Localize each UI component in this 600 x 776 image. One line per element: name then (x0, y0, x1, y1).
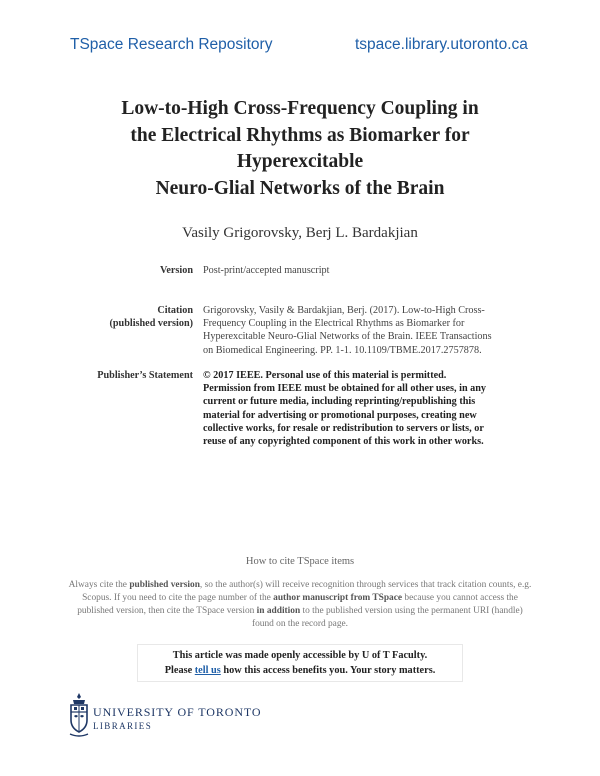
citation-line: on Biomedical Engineering. PP. 1-1. 10.1109/TBME.2017.2757878. (203, 344, 482, 356)
title-line: Low-to-High Cross-Frequency Coupling in (121, 98, 479, 119)
open-access-line (138, 663, 462, 678)
article-title (40, 96, 560, 202)
libraries-name: LIBRARIES (93, 721, 153, 731)
title-line: the Electrical Rhythms as Biomarker for (130, 124, 470, 146)
how-to-cite-text (68, 579, 532, 631)
citation-line: Hyperexcitable Neuro-Glial Networks of the Brain. IEEE Transactions (203, 331, 492, 343)
repository-url[interactable]: tspace.library.utoronto.ca (355, 36, 528, 53)
open-access-line: This article was made openly accessible by U of T Faculty. (172, 650, 428, 661)
statement-line: reuse of any copyrighted component of this work in other works. (203, 436, 484, 448)
uoft-crest-icon (68, 692, 90, 738)
title-line: Neuro-Glial Networks of the Brain (155, 177, 445, 199)
statement-line: material for advertising or promotional purposes, creating new (203, 409, 477, 421)
university-name: UNIVERSITY OF TORONTO (93, 705, 262, 719)
statement-line: current or future media, including reprinting/republishing this (203, 396, 476, 408)
citation-line: Frequency Coupling in the Electrical Rhythms as Biomarker for (203, 318, 465, 330)
cite-text-bold: author manuscript from TSpace (273, 593, 403, 604)
open-access-text: Please (164, 665, 195, 676)
publisher-statement-value (203, 369, 535, 448)
citation-label-line: (published version) (109, 318, 193, 330)
version-value: Post-print/accepted manuscript (203, 265, 330, 276)
statement-line: collective works, for resale or redistribution to servers or lists, or (203, 422, 484, 434)
publisher-statement-label: Publisher’s Statement (97, 370, 193, 381)
cite-text-part: because you cannot access the published version, then cite the TSpace version (77, 593, 518, 617)
tell-us-link[interactable]: tell us (194, 665, 221, 676)
cite-text-part: , so the author(s) will receive recognition through services that track citation counts, e.g. Scopus. If you need to cite the page number of the (82, 580, 532, 604)
version-label: Version (159, 265, 193, 276)
citation-line: Grigorovsky, Vasily & Bardakjian, Berj. (2017). Low-to-High Cross- (203, 305, 485, 316)
cite-text-bold: published version (129, 580, 200, 590)
cite-text-bold: in addition (256, 606, 301, 617)
citation-value (203, 304, 535, 357)
authors: Vasily Grigorovsky, Berj L. Bardakjian (182, 225, 418, 241)
uoft-libraries-logo[interactable] (68, 692, 278, 742)
cite-text-part: Always cite the (68, 580, 130, 590)
citation-label (40, 304, 193, 330)
title-line: Hyperexcitable (236, 151, 364, 172)
cite-text-part: to the published version using the permanent URI (handle) found on the record page. (251, 606, 523, 630)
open-access-notice (137, 644, 463, 682)
how-to-cite-heading: How to cite TSpace items (245, 556, 355, 567)
repository-name: TSpace Research Repository (70, 36, 273, 53)
open-access-text: how this access benefits you. Your story matters. (220, 665, 436, 676)
statement-line: © 2017 IEEE. Personal use of this material is permitted. (203, 370, 447, 381)
citation-label-line: Citation (157, 305, 193, 316)
statement-line: Permission from IEEE must be obtained for all other uses, in any (203, 383, 487, 395)
